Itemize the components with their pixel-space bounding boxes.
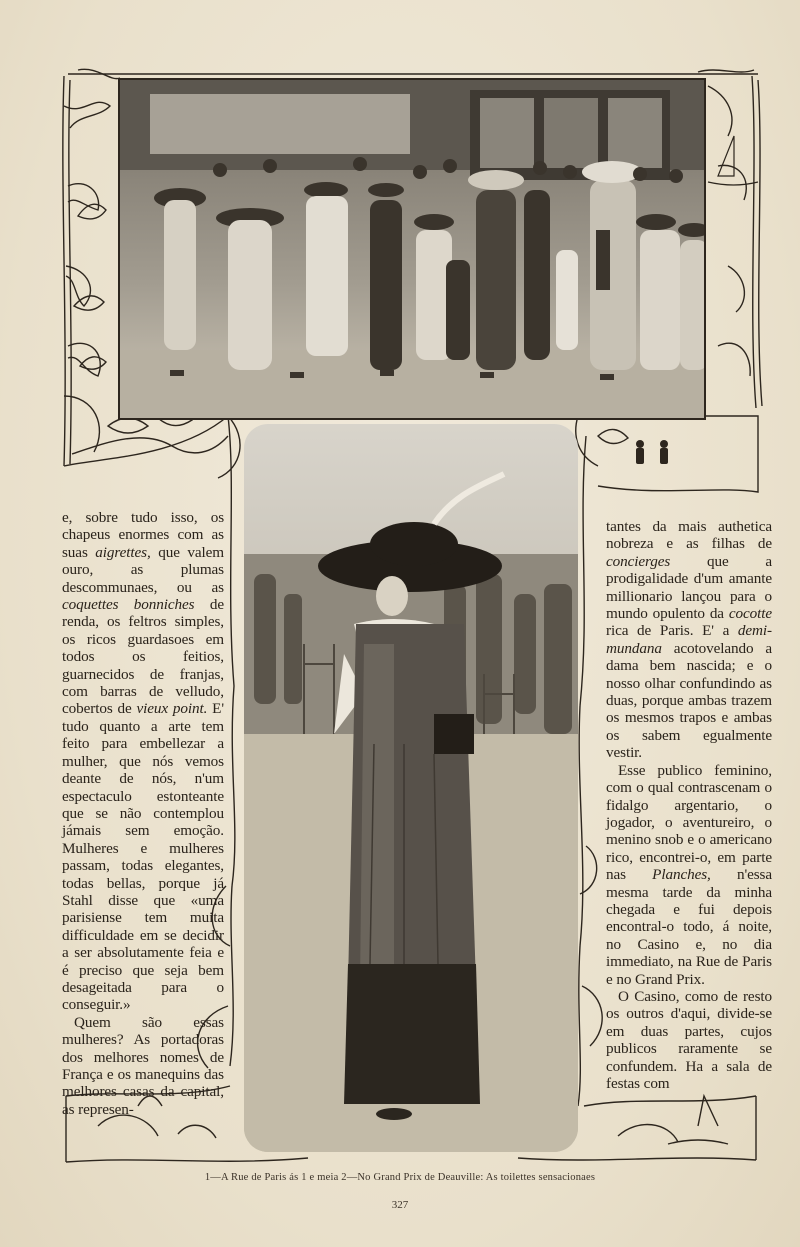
left-paragraph-2: Quem são essas mulheres? As portadoras dos melhores nomes de França e os manequins das melhores casas da capital, as represen- [62,1013,224,1118]
right-paragraph-1: tantes da mais authetica nobreza e as filhas de concierges que a prodigalidade d'um amante millionario lançou para o mundo opulento da cocotte rica de Paris. E' a demi-mundana acotovelando a dama bem nascida; e o nosso olhar confundindo as duas, porque ambas trazem os mesmos trapos e ambas os sabem egualmente vestir. [606,518,772,762]
photo-rue-de-paris [118,78,706,420]
left-paragraph-1: e, sobre tudo isso, os chapeus enormes com as suas aigrettes, que valem ouro, as plumas descommunaes, ou as coquettes bonniches de renda, os feltros simples, os ricos guardasoes em todos os feitios, guarnecidos de franjas, com barras de velludo, cobertos de vieux point. E' tudo quanto a arte tem feito para embellezar a mulher, que nós vemos deante de nós, n'um espectaculo estonteante que se não contemplou jámais sem emoção. Mulheres e mulheres passam, todas elegantes, todas bellas, porque já Stahl disse que «uma parisiense tem muita difficuldade em se decidir a ser absolutamente feia e é preciso que seja bem desageitada para o conseguir.» [62,509,224,1014]
photo-caption: 1—A Rue de Paris ás 1 e meia 2—No Grand Prix de Deauville: As toilettes sensacionaes [204,1172,596,1183]
article-column-left [62,509,224,1118]
article-column-right [606,518,772,1092]
photo-grand-prix-toilette [244,424,578,1152]
right-paragraph-2: Esse publico feminino, com o qual contrascenam o fidalgo argentario, o jogador, o aventureiro, o menino snob e o americano rico, encontrei-o, em parte nas Planches, n'essa mesma tarde da minha chegada e fui depois encontral-o todo, á noite, no Casino e, no dia immediato, na Rue de Paris e no Grand Prix. [606,761,772,988]
right-paragraph-3: O Casino, como de resto os outros d'aqui, divide-se em duas partes, cujos publicos raramente se confundem. Ha a sala de festas com [606,987,772,1092]
page-number: 327 [391,1199,409,1211]
